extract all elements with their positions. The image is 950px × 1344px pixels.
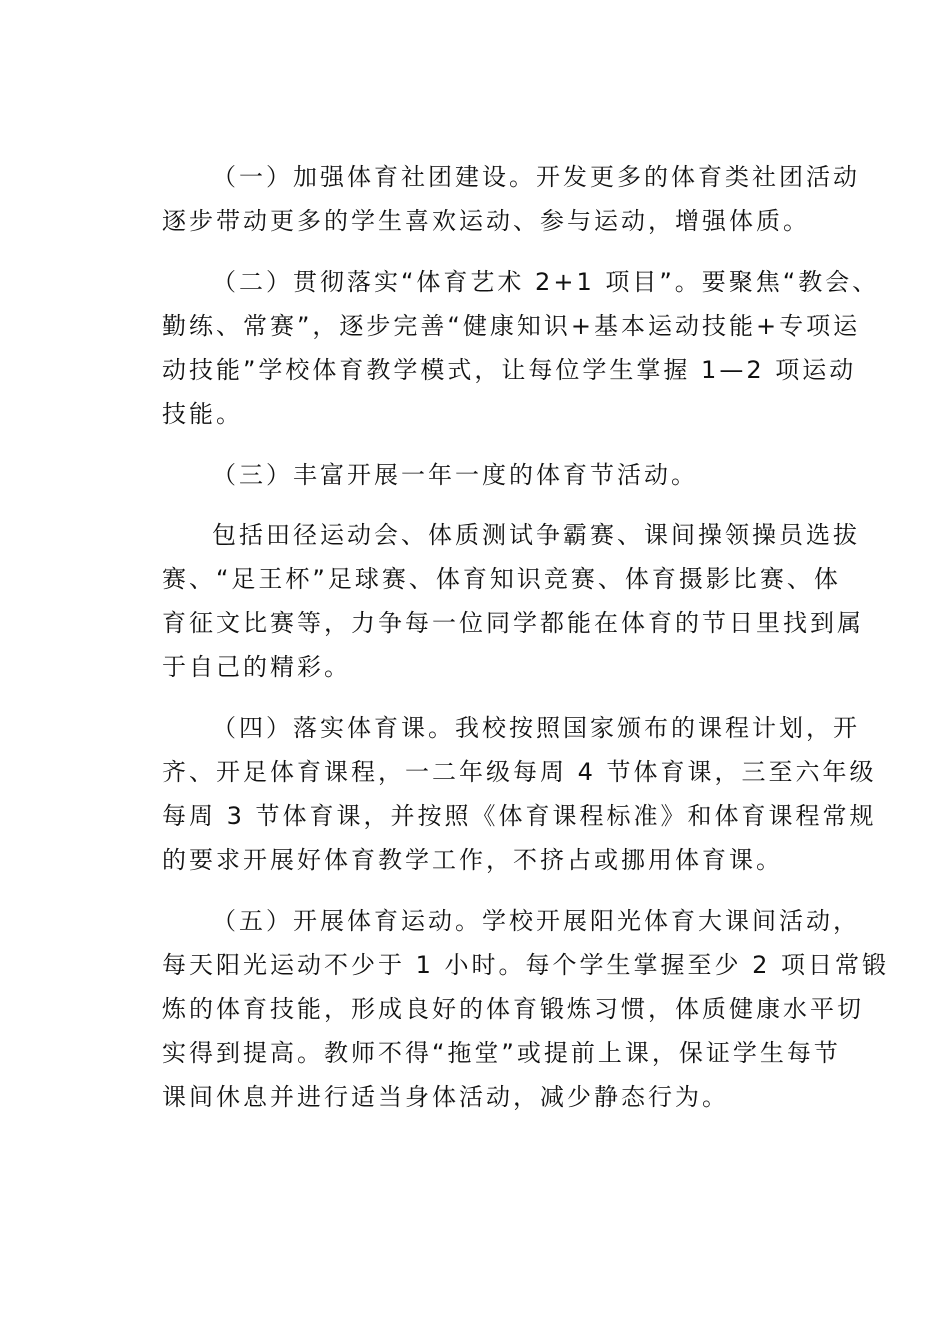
text-line: 齐、开足体育课程，一二年级每周 4 节体育课，三至六年级 [162,758,877,786]
text-line: 实得到提高。教师不得“拖堂”或提前上课，保证学生每节 [162,1039,841,1067]
text-line: 每周 3 节体育课，并按照《体育课程标准》和体育课程常规 [162,802,877,830]
text-line: 课间休息并进行适当身体活动，减少静态行为。 [162,1083,729,1111]
text-line: 炼的体育技能，形成良好的体育锻炼习惯，体质健康水平切 [162,995,864,1023]
text-line: 包括田径运动会、体质测试争霸赛、课间操领操员选拔 [212,521,860,549]
text-line: 赛、“足王杯”足球赛、体育知识竞赛、体育摄影比赛、体 [162,565,841,593]
text-line: 动技能”学校体育教学模式，让每位学生掌握 1—2 项运动 [162,356,857,384]
text-line: 于自己的精彩。 [162,653,351,681]
text-line: 技能。 [162,400,243,428]
text-line: （五）开展体育运动。学校开展阳光体育大课间活动， [212,907,860,935]
text-line: 育征文比赛等，力争每一位同学都能在体育的节日里找到属 [162,609,864,637]
text-line: （三）丰富开展一年一度的体育节活动。 [212,461,698,489]
text-line: （四）落实体育课。我校按照国家颁布的课程计划，开 [212,714,860,742]
text-line: 逐步带动更多的学生喜欢运动、参与运动，增强体质。 [162,207,810,235]
text-line: 勤练、常赛”，逐步完善“健康知识+基本运动技能+专项运 [162,312,861,340]
text-line: （二）贯彻落实“体育艺术 2+1 项目”。要聚焦“教会、 [212,268,880,296]
text-line: （一）加强体育社团建设。开发更多的体育类社团活动 [212,163,860,191]
text-line: 的要求开展好体育教学工作，不挤占或挪用体育课。 [162,846,783,874]
text-line: 每天阳光运动不少于 1 小时。每个学生掌握至少 2 项日常锻 [162,951,890,979]
